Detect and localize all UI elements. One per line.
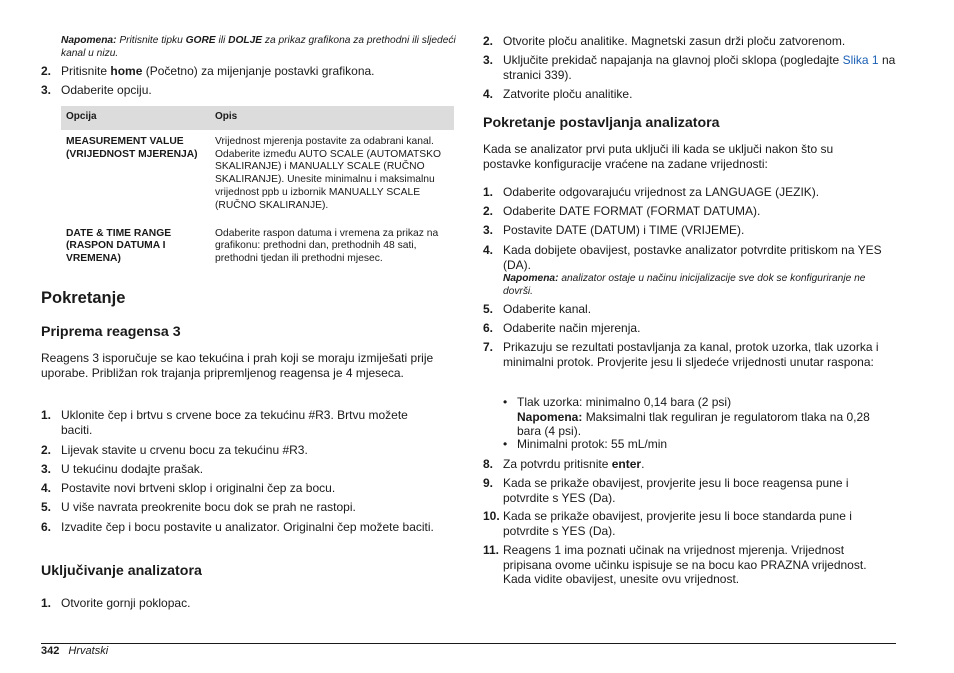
setup-step: 3. Postavite DATE (DATUM) i TIME (VRIJEME). xyxy=(483,223,745,237)
table-cell-option: DATE & TIME RANGE (RASPON DATUMA I VREMENA) xyxy=(66,227,172,265)
setup-step: 5. Odaberite kanal. xyxy=(483,302,592,316)
power-step: 1. Otvorite gornji poklopac. xyxy=(41,596,191,610)
reagent-step: 3. U tekućinu dodajte prašak. xyxy=(41,462,204,476)
bullet-item: • Tlak uzorka: minimalno 0,14 bara (2 psi) Napomena: Maksimalni tlak reguliran je regulatorom tlaka na 0,28 bara (4 psi). xyxy=(503,395,870,439)
column-header-description: Opis xyxy=(210,106,454,129)
reagent-step: 2. Lijevak stavite u crvenu bocu za tekućinu #R3. xyxy=(41,443,308,457)
table-cell-option: MEASUREMENT VALUE (VRIJEDNOST MJERENJA) xyxy=(61,129,210,217)
reagent-paragraph: Reagens 3 isporučuje se kao tekućina i prah koji se moraju izmiješati prije uporabe. Približan rok trajanja pripremljenog reagensa je 4 mjeseca. xyxy=(41,351,434,380)
bullet-item: • Minimalni protok: 55 mL/min xyxy=(503,437,668,451)
power-step: 2. Otvorite ploču analitike. Magnetski zasun drži ploču zatvorenom. xyxy=(483,34,846,48)
column-header-option: Opcija xyxy=(61,106,210,129)
table-cell-description: Vrijednost mjerenja postavite za odabrani kanal. Odaberite između AUTO SCALE (AUTOMATSKO SKALIRANJE) i MANUALLY SCALE (RUČNO SKALIRANJE). Unesite minimalnu i maksimalnu vrijednost ppb u izbornik MANUALLY SCALE (RUČNO SKALIRANJE). xyxy=(210,129,454,217)
setup-step: 1. Odaberite odgovarajuću vrijednost za LANGUAGE (JEZIK). xyxy=(483,185,820,199)
reagent-step: 5. U više navrata preokrenite bocu dok se prah ne rastopi. xyxy=(41,500,356,514)
setup-step: 9. Kada se prikaže obavijest, provjerite jesu li boce reagensa pune i potvrdite s YES (Da). xyxy=(483,476,849,505)
power-step: 3. Uključite prekidač napajanja na glavnoj ploči sklopa (pogledajte Slika 1 na stranici 339). xyxy=(483,53,896,82)
setup-step: 6. Odaberite način mjerenja. xyxy=(483,321,641,335)
step-2-home: 2. Pritisnite home (Početno) za mijenjanje postavki grafikona. xyxy=(41,64,375,78)
table-row xyxy=(61,129,454,217)
reagent-step: 4. Postavite novi brtveni sklop i originalni čep za bocu. xyxy=(41,481,336,495)
step-3-select-option: 3. Odaberite opciju. xyxy=(41,83,152,97)
power-step: 4. Zatvorite ploču analitike. xyxy=(483,87,633,101)
heading-pokretanje: Pokretanje xyxy=(41,289,126,307)
page-number: 342 xyxy=(41,645,60,657)
setup-step: 8. Za potvrdu pritisnite enter. xyxy=(483,457,645,471)
setup-step: 11. Reagens 1 ima poznati učinak na vrijednost mjerenja. Vrijednost pripisana ovome učinku ispisuje se na bocu kao PRAZNA vrijednost. Kada vidite obavijest, unesite ovu vrijednost. xyxy=(483,543,867,587)
setup-paragraph: Kada se analizator prvi puta uključi ili kada se uključi nakon što su postavke konfiguracije vraćene na zadane vrijednosti: xyxy=(483,142,834,171)
setup-step: 7. Prikazuju se rezultati postavljanja za kanal, protok uzorka, tlak uzorka i minimalni protok. Provjerite jesu li sljedeće vrijednosti unutar raspona: xyxy=(483,340,879,369)
heading-reagent-3: Priprema reagensa 3 xyxy=(41,324,181,340)
heading-analyzer-setup: Pokretanje postavljanja analizatora xyxy=(483,115,720,131)
intro-note: Napomena: Pritisnite tipku GORE ili DOLJE za prikaz grafikona za prethodni ili sljedeći kanal u nizu. xyxy=(61,35,456,59)
setup-step: 10. Kada se prikaže obavijest, provjerite jesu li boce standarda pune i potvrdite s YES (Da). xyxy=(483,509,852,538)
reagent-step: 1. Uklonite čep i brtvu s crvene boce za tekućinu #R3. Brtvu možete baciti. xyxy=(41,408,408,437)
options-table xyxy=(61,106,454,271)
setup-step: 2. Odaberite DATE FORMAT (FORMAT DATUMA). xyxy=(483,204,761,218)
figure-link[interactable]: Slika 1 xyxy=(842,53,879,67)
footer-language: Hrvatski xyxy=(68,645,109,657)
setup-note: Napomena: analizator ostaje u načinu inicijalizacije sve dok se konfiguriranje ne dovrši. xyxy=(503,273,866,298)
setup-step: 4. Kada dobijete obavijest, postavke analizator potvrdite pritiskom na YES (DA). Napomena: analizator ostaje u načinu inicijalizacije sve dok se konfiguriranje ne dovrši. xyxy=(483,243,896,298)
bullet-note: Napomena: Maksimalni tlak reguliran je regulatorom tlaka na 0,28 bara (4 psi). xyxy=(517,409,870,439)
heading-power-on: Uključivanje analizatora xyxy=(41,563,202,579)
table-cell-description: Odaberite raspon datuma i vremena za prikaz na grafikonu: prethodni dan, prethodnih 48 sati, prethodni tjedan ili prethodni mjesec. xyxy=(215,227,439,265)
reagent-step: 6. Izvadite čep i bocu postavite u analizator. Originalni čep možete baciti. xyxy=(41,520,434,534)
bullet-icon: • xyxy=(503,395,508,409)
page-footer xyxy=(41,644,108,659)
footer-divider xyxy=(41,643,896,644)
table-row xyxy=(61,218,454,271)
bullet-icon: • xyxy=(503,437,508,451)
table-header-row xyxy=(61,106,454,129)
